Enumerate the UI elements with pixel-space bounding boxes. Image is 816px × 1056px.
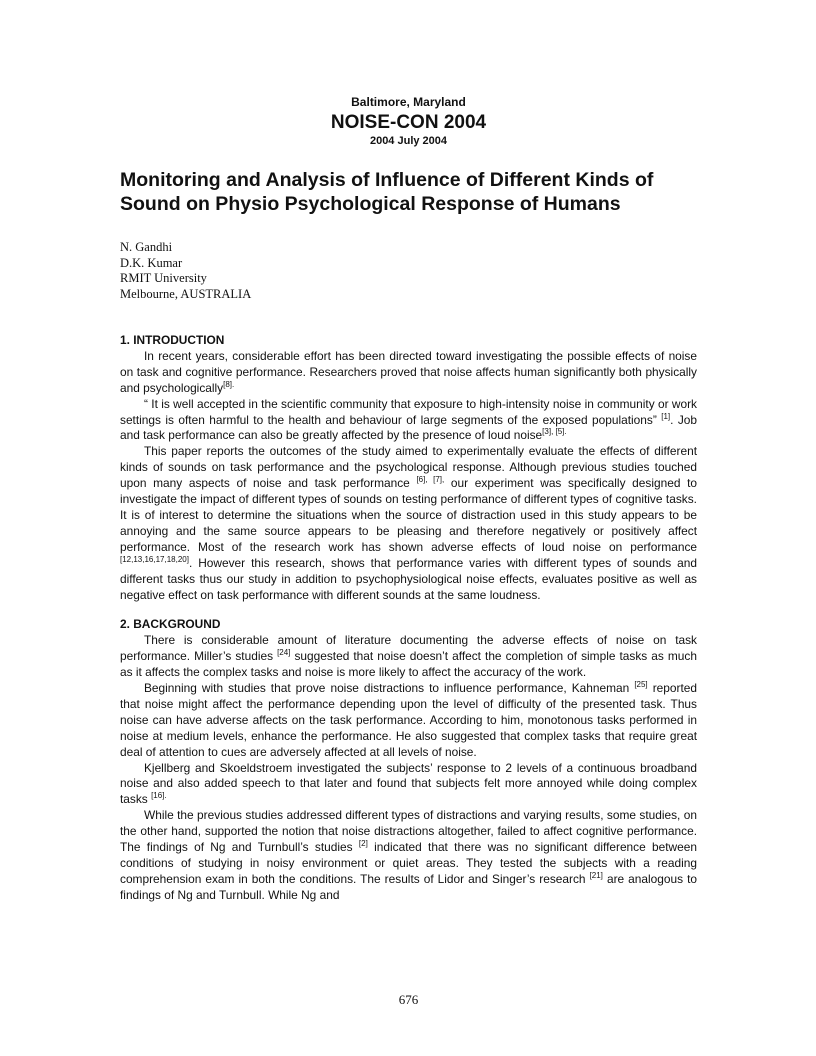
paragraph [120, 397, 697, 445]
author-block [120, 240, 251, 302]
page-number: 676 [398, 992, 419, 1007]
paper-title: Monitoring and Analysis of Influence of Different Kinds of Sound on Physio Psychological Response of Humans [120, 169, 654, 215]
paragraph-text: “ It is well accepted in the scientific community that exposure to high-intensity noise in community or work settings is often harmful to the health and behaviour of large segments of the exposed populations” [120, 396, 697, 427]
citation: [24] [277, 648, 291, 658]
paragraph-text: indicated that there was no significant difference between conditions of studying in noisy environment or quiet areas. They tested the subjects with a reading comprehension exam in both the conditions. The results of Lidor and Singer’s research [120, 840, 697, 886]
paragraph [120, 808, 697, 903]
author-location: Melbourne, AUSTRALIA [120, 286, 252, 301]
citation: [1] [661, 411, 671, 421]
paragraph [120, 633, 697, 681]
section-heading-background: 2. BACKGROUND [120, 617, 221, 632]
paragraph-text: Beginning with studies that prove noise distractions to influence performance, Kahneman [144, 681, 630, 696]
author-affiliation: RMIT University [120, 271, 207, 285]
conference-name: NOISE-CON 2004 [330, 112, 487, 133]
author-name: D.K. Kumar [120, 255, 183, 270]
paragraph-text: This paper reports the outcomes of the study aimed to experimentally evaluate the effects of different kinds of sounds on task performance and the psychological response. Although previous studies touched upon many aspects of noise and task performance [120, 444, 697, 491]
citation: [12,13,16,17,18,20] [120, 554, 189, 564]
paragraph-text: reported that noise might affect the performance depending upon the level of difficulty of the presented task. Thus noise can have adverse affects on the task performance. According to him, monotonous tasks performed in noise at medium levels, enhance the performance. He also suggested that complex tasks that require great deal of attention to cues are adversely affected at all levels of noise. [120, 681, 697, 759]
citation: [25] [634, 680, 648, 690]
citation: [6], [7], [416, 475, 445, 485]
author-name: N. Gandhi [120, 240, 173, 254]
conference-date: 2004 July 2004 [369, 135, 448, 147]
paragraph [120, 349, 697, 397]
citation: [16]. [151, 791, 167, 801]
paragraph [120, 681, 697, 761]
paragraph-text: In recent years, considerable effort has been directed toward investigating the possible effects of noise on task and cognitive performance. Researchers proved that noise affects human significantly both physically and psychologically [120, 348, 697, 395]
citation: [21] [589, 870, 603, 880]
paragraph [120, 444, 697, 603]
paragraph-text: . However this research, shows that performance varies with different types of sounds and different tasks thus our study in addition to psychophysiological noise effects, evaluates positive as well as negative effect on task performance with different sounds at the same loudness. [120, 555, 697, 602]
section-heading-introduction: 1. INTRODUCTION [120, 333, 225, 347]
paragraph-text: suggested that noise doesn’t affect the completion of simple tasks as much as it affects the complex tasks and noise is more likely to affect the accuracy of the work. [120, 649, 697, 680]
conference-location: Baltimore, Maryland [351, 95, 466, 109]
citation: [3], [5]. [542, 427, 567, 437]
paragraph-text: our experiment was specifically designed to investigate the impact of different types of sounds on testing performance of different types of cognitive tasks. It is of interest to determine the situations when the source of distraction used in this study appears to be annoying and the same source appears to be pleasing and therefore negatively or positively affect performance. Most of the research work has shown adverse effects of loud noise on performance [120, 476, 697, 554]
paragraph [120, 761, 697, 809]
paper-body [120, 333, 697, 904]
paragraph-text: . Job and task performance can also be greatly affected by the presence of loud noise [120, 412, 698, 443]
paragraph-text: Kjellberg and Skoeldstroem investigated the subjects’ response to 2 levels of a continuous broadband noise and also added speech to that later and found that subjects felt more annoyed while doing complex tasks [120, 760, 697, 807]
paragraph-text: While the previous studies addressed different types of distractions and varying results, some studies, on the other hand, supported the notion that noise distractions altogether, failed to affect cognitive performance. The findings of Ng and Turnbull’s studies [120, 808, 697, 855]
paragraph-text: There is considerable amount of literature documenting the adverse effects of noise on task performance. Miller’s studies [120, 633, 697, 664]
citation: [8]. [223, 379, 235, 389]
paragraph-text: are analogous to findings of Ng and Turnbull. While Ng and [120, 871, 698, 902]
citation: [2] [358, 839, 368, 849]
